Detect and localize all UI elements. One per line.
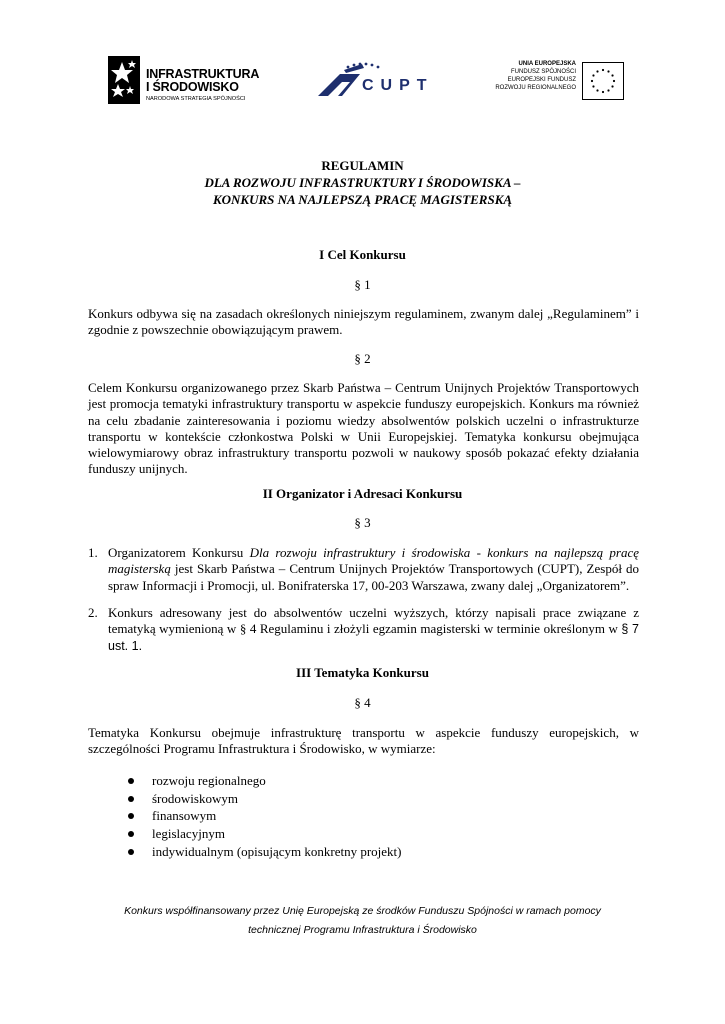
star-emblem-icon [108, 56, 140, 104]
paragraph-mark-4: § 4 [354, 695, 371, 710]
list-item-2 [88, 605, 639, 654]
bullet-dot-icon [128, 796, 134, 802]
logo-is-line2: I ŚRODOWISKO [146, 80, 239, 94]
section-heading-1: I Cel Konkursu [319, 247, 406, 262]
footer-line2: technicznej Programu Infrastruktura i Środowisko [248, 924, 477, 936]
eu-line3: EUROPEJSKI FUNDUSZ [507, 77, 576, 83]
logo-is-line1: INFRASTRUKTURA [146, 67, 260, 81]
eu-line1: UNIA EUROPEJSKA [518, 61, 576, 67]
doc-title-line1: REGULAMIN [321, 158, 404, 173]
list-item-1 [88, 545, 639, 594]
infrastruktura-srodowisko-logo [108, 54, 258, 106]
eu-star-icon [607, 70, 609, 72]
paragraph-2-text: Celem Konkursu organizowanego przez Skarb Państwa – Centrum Unijnych Projektów Transportowych jest promocja tematyki infrastruktury transportu w aspekcie funduszy europejskich. Konkurs ma również na celu zbadanie zainteresowania i poziomu wiedzy absolwentów polskich uczelni o infrastrukturze transportu w kontekście członkostwa Polski w Unii Europejskiej. Tematyka konkursu obejmująca wielowymiarowy obraz infrastruktury transportu pozwoli w naukowy sposób pokazać efekty działania funduszy unijnych. [88, 380, 639, 477]
list-item: legislacyjnym [128, 825, 528, 843]
eu-star-icon [611, 85, 613, 87]
list-item: środowiskowym [128, 790, 528, 808]
doc-title-line2: DLA ROZWOJU INFRASTRUKTURY I ŚRODOWISKA – [204, 175, 521, 190]
bullet-dot-icon [128, 849, 134, 855]
cupt-logo-text: CUPT [362, 77, 434, 94]
section-heading-3: III Tematyka Konkursu [296, 665, 429, 680]
paragraph-mark-1: § 1 [354, 277, 371, 292]
list-item: indywidualnym (opisującym konkretny projekt) [128, 843, 528, 861]
eu-star-icon [613, 80, 615, 82]
logo-is-line3: NARODOWA STRATEGIA SPÓJNOŚCI [146, 96, 246, 102]
eu-flag-icon [582, 62, 624, 100]
eu-star-icon [611, 74, 613, 76]
doc-title-line3: KONKURS NA NAJLEPSZĄ PRACĘ MAGISTERSKĄ [212, 192, 513, 207]
eu-line2: FUNDUSZ SPÓJNOŚCI [510, 69, 576, 75]
eu-star-icon [592, 74, 594, 76]
eu-line4: ROZWOJU REGIONALNEGO [495, 85, 576, 91]
topic-bullet-list [128, 772, 528, 860]
list-item-2-text: Konkurs adresowany jest do absolwentów uczelni wyższych, którzy napisali prace związane z tematyką wymienioną w § 4 Regulaminu i złożyli egzamin magisterski w terminie określonym w § 7 ust. 1. [108, 605, 639, 653]
paragraph-4-text: Tematyka Konkursu obejmuje infrastrukturę transportu w aspekcie funduszy europejskich, w szczególności Programu Infrastruktura i Środowisko, w wymiarze: [88, 725, 639, 757]
paragraph-mark-2: § 2 [354, 351, 371, 366]
list-item: finansowym [128, 807, 528, 825]
cupt-logo [318, 62, 434, 100]
eu-logo [490, 60, 635, 102]
list-item: rozwoju regionalnego [128, 772, 528, 790]
paragraph-1-text: Konkurs odbywa się na zasadach określonych niniejszym regulaminem, zwanym dalej „Regulaminem” i zgodnie z powszechnie obowiązującym prawem. [88, 306, 639, 338]
eu-star-icon [596, 70, 598, 72]
paragraph-mark-3: § 3 [354, 515, 371, 530]
eu-star-icon [591, 80, 593, 82]
eu-star-icon [602, 69, 604, 71]
list-item-1-number: 1. [88, 545, 98, 560]
eu-star-icon [596, 89, 598, 91]
doc-title [0, 157, 725, 208]
bullet-dot-icon [128, 831, 134, 837]
section-heading-2: II Organizator i Adresaci Konkursu [262, 486, 463, 501]
page-header [0, 0, 725, 120]
eu-star-icon [592, 85, 594, 87]
list-item-1-text: Organizatorem Konkursu Dla rozwoju infrastruktury i środowiska - konkurs na najlepszą pracę magisterską jest Skarb Państwa – Centrum Unijnych Projektów Transportowych (CUPT), Zespół do spraw Informacji i Promocji, ul. Bonifraterska 17, 00-203 Warszawa, zwany dalej „Organizatorem”. [108, 545, 639, 593]
bullet-dot-icon [128, 813, 134, 819]
page-footer [0, 902, 725, 940]
list-item-2-number: 2. [88, 605, 98, 620]
footer-line1: Konkurs współfinansowany przez Unię Europejską ze środków Funduszu Spójności w ramach pomocy [124, 905, 601, 917]
eu-star-icon [607, 89, 609, 91]
eu-star-icon [602, 91, 604, 93]
bullet-dot-icon [128, 778, 134, 784]
